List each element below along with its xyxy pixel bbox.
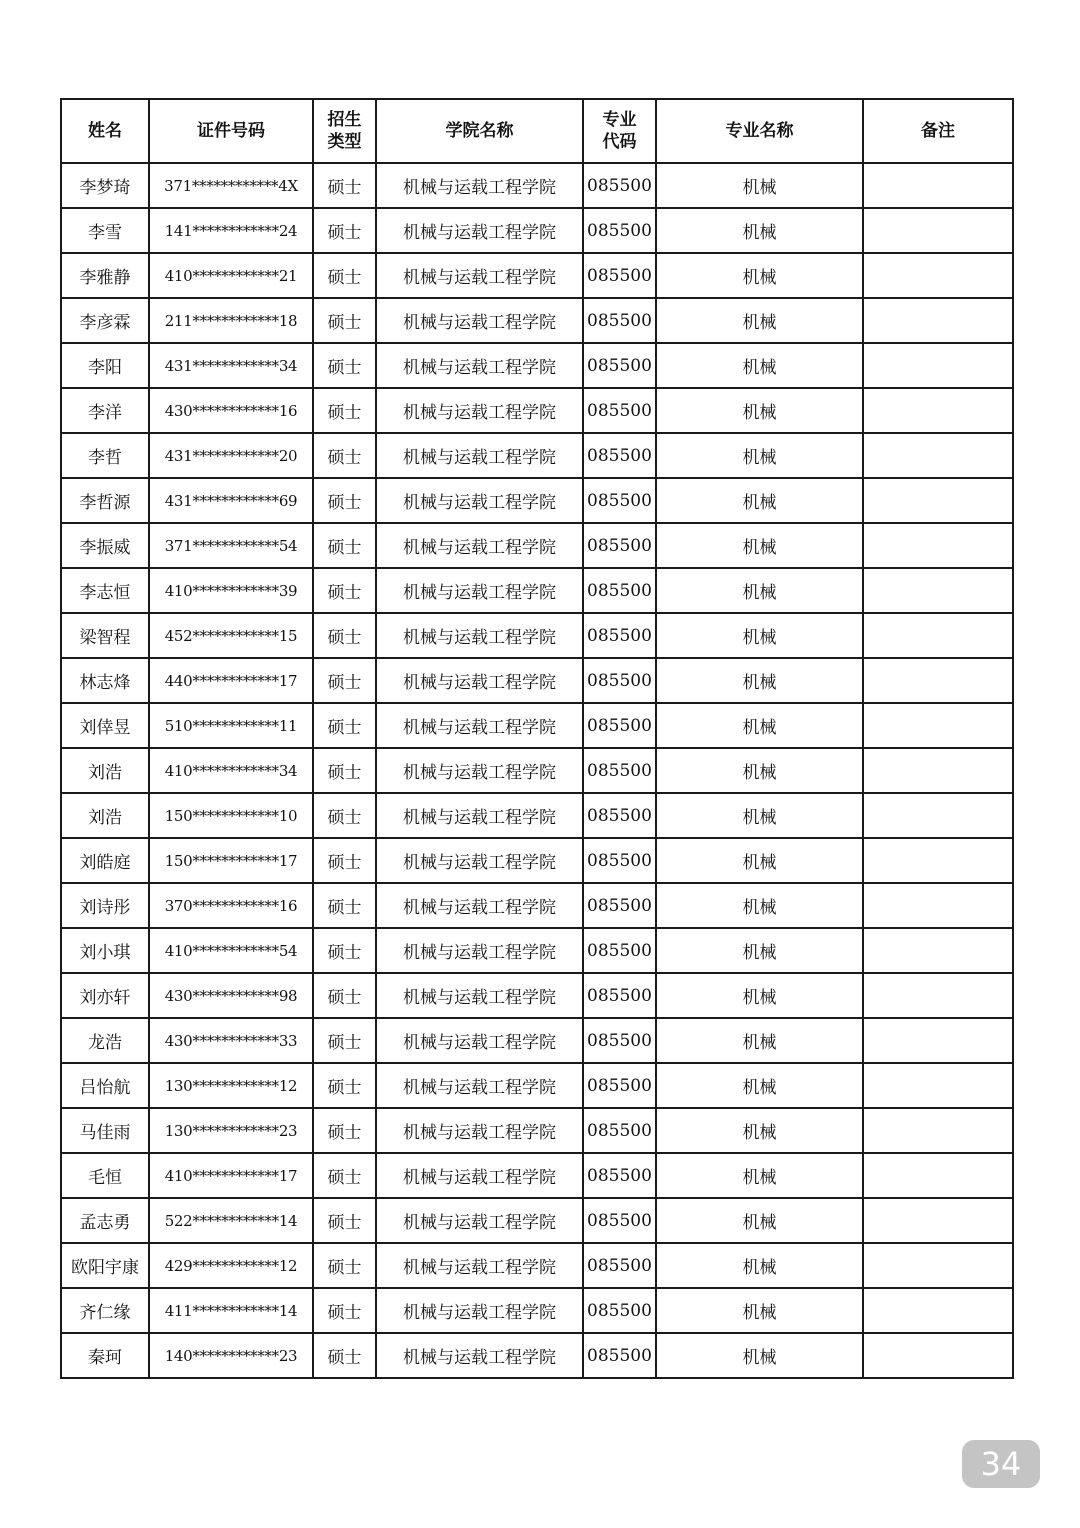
cell-college: 机械与运载工程学院 (376, 883, 583, 928)
cell-remark (863, 163, 1013, 208)
table-row (61, 568, 1013, 613)
cell-name: 刘诗彤 (61, 883, 149, 928)
cell-major-code: 085500 (583, 1018, 656, 1063)
header-code-line2: 代码 (602, 132, 637, 152)
cell-major: 机械 (656, 1333, 863, 1378)
table-row (61, 1018, 1013, 1063)
cell-remark (863, 1018, 1013, 1063)
cell-major-code: 085500 (583, 703, 656, 748)
table-row (61, 1108, 1013, 1153)
cell-id-number: 431************34 (149, 343, 313, 388)
cell-major: 机械 (656, 1153, 863, 1198)
cell-major: 机械 (656, 478, 863, 523)
cell-college: 机械与运载工程学院 (376, 973, 583, 1018)
table-row (61, 1333, 1013, 1378)
table-row (61, 298, 1013, 343)
cell-id-number: 140************23 (149, 1333, 313, 1378)
cell-college: 机械与运载工程学院 (376, 298, 583, 343)
cell-type: 硕士 (313, 253, 376, 298)
header-type-line2: 类型 (327, 132, 362, 152)
cell-remark (863, 433, 1013, 478)
cell-major-code: 085500 (583, 1333, 656, 1378)
cell-name: 李哲源 (61, 478, 149, 523)
cell-remark (863, 1288, 1013, 1333)
cell-major-code: 085500 (583, 1153, 656, 1198)
table-row (61, 1153, 1013, 1198)
cell-remark (863, 703, 1013, 748)
cell-college: 机械与运载工程学院 (376, 523, 583, 568)
cell-name: 李雪 (61, 208, 149, 253)
header-type (313, 99, 376, 163)
cell-major: 机械 (656, 433, 863, 478)
cell-major: 机械 (656, 388, 863, 433)
cell-type: 硕士 (313, 1243, 376, 1288)
table-row (61, 793, 1013, 838)
cell-remark (863, 748, 1013, 793)
cell-college: 机械与运载工程学院 (376, 1198, 583, 1243)
cell-id-number: 150************17 (149, 838, 313, 883)
cell-major-code: 085500 (583, 1108, 656, 1153)
cell-id-number: 150************10 (149, 793, 313, 838)
cell-type: 硕士 (313, 208, 376, 253)
cell-college: 机械与运载工程学院 (376, 748, 583, 793)
cell-name: 李志恒 (61, 568, 149, 613)
cell-major-code: 085500 (583, 478, 656, 523)
table-row (61, 883, 1013, 928)
cell-major-code: 085500 (583, 973, 656, 1018)
header-id-number: 证件号码 (149, 99, 313, 163)
cell-major: 机械 (656, 523, 863, 568)
cell-college: 机械与运载工程学院 (376, 1063, 583, 1108)
cell-type: 硕士 (313, 1153, 376, 1198)
cell-major-code: 085500 (583, 388, 656, 433)
cell-name: 刘小琪 (61, 928, 149, 973)
cell-remark (863, 298, 1013, 343)
header-college: 学院名称 (376, 99, 583, 163)
cell-major: 机械 (656, 568, 863, 613)
cell-college: 机械与运载工程学院 (376, 568, 583, 613)
cell-remark (863, 568, 1013, 613)
cell-name: 欧阳宇康 (61, 1243, 149, 1288)
cell-college: 机械与运载工程学院 (376, 1108, 583, 1153)
cell-id-number: 429************12 (149, 1243, 313, 1288)
cell-name: 李雅静 (61, 253, 149, 298)
cell-id-number: 430************33 (149, 1018, 313, 1063)
cell-name: 林志烽 (61, 658, 149, 703)
page-number-badge: 34 (962, 1440, 1040, 1488)
cell-id-number: 410************39 (149, 568, 313, 613)
cell-college: 机械与运载工程学院 (376, 658, 583, 703)
cell-major: 机械 (656, 298, 863, 343)
cell-major-code: 085500 (583, 1063, 656, 1108)
cell-college: 机械与运载工程学院 (376, 1018, 583, 1063)
cell-name: 李洋 (61, 388, 149, 433)
table-row (61, 748, 1013, 793)
cell-remark (863, 478, 1013, 523)
cell-id-number: 410************21 (149, 253, 313, 298)
cell-type: 硕士 (313, 388, 376, 433)
cell-id-number: 410************34 (149, 748, 313, 793)
cell-id-number: 371************4X (149, 163, 313, 208)
table-row (61, 478, 1013, 523)
cell-college: 机械与运载工程学院 (376, 253, 583, 298)
cell-major: 机械 (656, 1288, 863, 1333)
cell-name: 刘浩 (61, 793, 149, 838)
cell-college: 机械与运载工程学院 (376, 1243, 583, 1288)
cell-major: 机械 (656, 703, 863, 748)
table-body (61, 163, 1013, 1378)
cell-major: 机械 (656, 208, 863, 253)
cell-major: 机械 (656, 1243, 863, 1288)
cell-college: 机械与运载工程学院 (376, 343, 583, 388)
header-name: 姓名 (61, 99, 149, 163)
cell-college: 机械与运载工程学院 (376, 928, 583, 973)
cell-major-code: 085500 (583, 793, 656, 838)
header-type-line1: 招生 (327, 110, 362, 130)
cell-major: 机械 (656, 163, 863, 208)
cell-major-code: 085500 (583, 523, 656, 568)
cell-type: 硕士 (313, 298, 376, 343)
table-row (61, 433, 1013, 478)
cell-name: 李彦霖 (61, 298, 149, 343)
cell-id-number: 430************98 (149, 973, 313, 1018)
header-major: 专业名称 (656, 99, 863, 163)
cell-type: 硕士 (313, 658, 376, 703)
cell-type: 硕士 (313, 568, 376, 613)
cell-remark (863, 523, 1013, 568)
cell-type: 硕士 (313, 1018, 376, 1063)
header-code (583, 99, 656, 163)
cell-name: 齐仁缘 (61, 1288, 149, 1333)
cell-id-number: 130************23 (149, 1108, 313, 1153)
table-row (61, 613, 1013, 658)
table-row (61, 1243, 1013, 1288)
student-table (60, 98, 1014, 1379)
table-row (61, 163, 1013, 208)
cell-college: 机械与运载工程学院 (376, 388, 583, 433)
cell-major: 机械 (656, 748, 863, 793)
cell-remark (863, 613, 1013, 658)
cell-type: 硕士 (313, 1333, 376, 1378)
cell-major: 机械 (656, 1108, 863, 1153)
cell-type: 硕士 (313, 928, 376, 973)
table-row (61, 253, 1013, 298)
cell-name: 李振威 (61, 523, 149, 568)
header-code-line1: 专业 (602, 110, 637, 130)
cell-remark (863, 973, 1013, 1018)
cell-type: 硕士 (313, 613, 376, 658)
cell-major-code: 085500 (583, 928, 656, 973)
cell-college: 机械与运载工程学院 (376, 1153, 583, 1198)
cell-name: 刘浩 (61, 748, 149, 793)
cell-type: 硕士 (313, 433, 376, 478)
cell-remark (863, 1063, 1013, 1108)
cell-major: 机械 (656, 973, 863, 1018)
cell-name: 吕怡航 (61, 1063, 149, 1108)
cell-remark (863, 1198, 1013, 1243)
cell-id-number: 430************16 (149, 388, 313, 433)
cell-id-number: 431************69 (149, 478, 313, 523)
cell-id-number: 431************20 (149, 433, 313, 478)
cell-id-number: 410************54 (149, 928, 313, 973)
cell-major: 机械 (656, 1063, 863, 1108)
cell-major-code: 085500 (583, 343, 656, 388)
cell-major-code: 085500 (583, 883, 656, 928)
cell-name: 马佳雨 (61, 1108, 149, 1153)
table-row (61, 658, 1013, 703)
cell-type: 硕士 (313, 343, 376, 388)
cell-college: 机械与运载工程学院 (376, 433, 583, 478)
cell-name: 秦珂 (61, 1333, 149, 1378)
cell-id-number: 452************15 (149, 613, 313, 658)
cell-major-code: 085500 (583, 433, 656, 478)
cell-name: 龙浩 (61, 1018, 149, 1063)
cell-remark (863, 883, 1013, 928)
cell-college: 机械与运载工程学院 (376, 208, 583, 253)
cell-major-code: 085500 (583, 253, 656, 298)
cell-college: 机械与运载工程学院 (376, 1333, 583, 1378)
cell-type: 硕士 (313, 883, 376, 928)
cell-remark (863, 928, 1013, 973)
cell-id-number: 130************12 (149, 1063, 313, 1108)
cell-major: 机械 (656, 253, 863, 298)
cell-college: 机械与运载工程学院 (376, 703, 583, 748)
cell-id-number: 211************18 (149, 298, 313, 343)
cell-major: 机械 (656, 613, 863, 658)
table-row (61, 1288, 1013, 1333)
cell-college: 机械与运载工程学院 (376, 163, 583, 208)
cell-college: 机械与运载工程学院 (376, 1288, 583, 1333)
table-row (61, 703, 1013, 748)
cell-major: 机械 (656, 658, 863, 703)
cell-remark (863, 1243, 1013, 1288)
cell-remark (863, 838, 1013, 883)
cell-remark (863, 1153, 1013, 1198)
cell-college: 机械与运载工程学院 (376, 478, 583, 523)
table-row (61, 343, 1013, 388)
cell-major-code: 085500 (583, 838, 656, 883)
cell-major-code: 085500 (583, 658, 656, 703)
cell-name: 李哲 (61, 433, 149, 478)
cell-major-code: 085500 (583, 298, 656, 343)
cell-major-code: 085500 (583, 163, 656, 208)
cell-type: 硕士 (313, 838, 376, 883)
cell-name: 孟志勇 (61, 1198, 149, 1243)
cell-type: 硕士 (313, 973, 376, 1018)
cell-major: 机械 (656, 343, 863, 388)
table-row (61, 208, 1013, 253)
cell-remark (863, 208, 1013, 253)
cell-type: 硕士 (313, 523, 376, 568)
cell-remark (863, 388, 1013, 433)
cell-id-number: 141************24 (149, 208, 313, 253)
cell-major: 机械 (656, 838, 863, 883)
cell-type: 硕士 (313, 1198, 376, 1243)
cell-type: 硕士 (313, 793, 376, 838)
cell-major: 机械 (656, 793, 863, 838)
cell-college: 机械与运载工程学院 (376, 793, 583, 838)
header-remarks: 备注 (863, 99, 1013, 163)
table-row (61, 973, 1013, 1018)
table-row (61, 838, 1013, 883)
cell-major: 机械 (656, 1018, 863, 1063)
cell-remark (863, 253, 1013, 298)
table-row (61, 523, 1013, 568)
cell-name: 李梦琦 (61, 163, 149, 208)
cell-college: 机械与运载工程学院 (376, 838, 583, 883)
cell-major-code: 085500 (583, 613, 656, 658)
cell-major: 机械 (656, 883, 863, 928)
cell-id-number: 411************14 (149, 1288, 313, 1333)
cell-name: 刘倖昱 (61, 703, 149, 748)
cell-remark (863, 343, 1013, 388)
cell-name: 刘皓庭 (61, 838, 149, 883)
cell-type: 硕士 (313, 748, 376, 793)
cell-id-number: 522************14 (149, 1198, 313, 1243)
cell-name: 毛恒 (61, 1153, 149, 1198)
header-row (61, 99, 1013, 163)
cell-id-number: 510************11 (149, 703, 313, 748)
cell-name: 梁智程 (61, 613, 149, 658)
cell-major: 机械 (656, 1198, 863, 1243)
cell-major-code: 085500 (583, 1288, 656, 1333)
table-row (61, 928, 1013, 973)
cell-type: 硕士 (313, 163, 376, 208)
cell-major-code: 085500 (583, 208, 656, 253)
cell-remark (863, 658, 1013, 703)
cell-type: 硕士 (313, 1063, 376, 1108)
cell-major-code: 085500 (583, 748, 656, 793)
cell-id-number: 371************54 (149, 523, 313, 568)
cell-id-number: 410************17 (149, 1153, 313, 1198)
cell-type: 硕士 (313, 703, 376, 748)
cell-id-number: 370************16 (149, 883, 313, 928)
table-row (61, 1063, 1013, 1108)
cell-id-number: 440************17 (149, 658, 313, 703)
table-row (61, 1198, 1013, 1243)
cell-name: 刘亦轩 (61, 973, 149, 1018)
cell-major-code: 085500 (583, 1198, 656, 1243)
cell-remark (863, 793, 1013, 838)
table-row (61, 388, 1013, 433)
cell-major-code: 085500 (583, 1243, 656, 1288)
cell-name: 李阳 (61, 343, 149, 388)
cell-college: 机械与运载工程学院 (376, 613, 583, 658)
cell-major: 机械 (656, 928, 863, 973)
cell-major-code: 085500 (583, 568, 656, 613)
cell-remark (863, 1333, 1013, 1378)
cell-type: 硕士 (313, 478, 376, 523)
cell-type: 硕士 (313, 1108, 376, 1153)
cell-type: 硕士 (313, 1288, 376, 1333)
cell-remark (863, 1108, 1013, 1153)
